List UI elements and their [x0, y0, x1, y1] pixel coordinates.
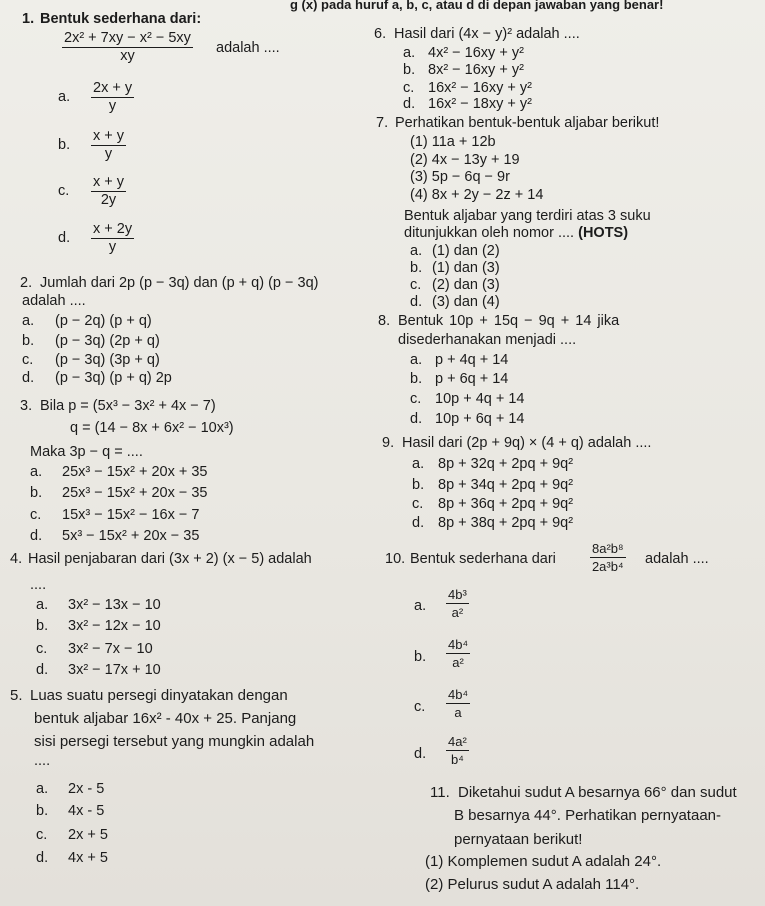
- q10-option-d: [446, 733, 469, 768]
- q3-number: 3.: [20, 398, 33, 414]
- q3-line3: Maka 3p − q = ....: [30, 444, 143, 460]
- q9-option-c: 8p + 36q + 2pq + 9q²: [438, 496, 574, 512]
- q3-line2: q = (14 − 8x + 6x² − 10x³): [70, 420, 234, 436]
- q7-prompt-text: ditunjukkan oleh nomor ....: [404, 225, 579, 241]
- q3-option-label: b.: [30, 485, 43, 501]
- q5-line3: sisi persegi tersebut yang mungkin adalah: [34, 733, 315, 750]
- q1-option-b: [91, 128, 126, 163]
- q1-a-num: 2x + y: [93, 80, 133, 96]
- q8-option-d: 10p + 6q + 14: [435, 411, 525, 427]
- q10-d-num: 4a²: [448, 734, 467, 749]
- q7-item: (2) 4x − 13y + 19: [410, 152, 520, 168]
- q8-line2: disederhanakan menjadi ....: [398, 332, 577, 348]
- q7-prompt-line2: [404, 224, 628, 242]
- q9-option-b: 8p + 34q + 2pq + 9q²: [438, 477, 574, 493]
- q8-option-b: p + 6q + 14: [435, 371, 509, 387]
- q9-option-label: c.: [412, 496, 424, 512]
- instruction-header: g (x) pada huruf a, b, c, atau d di depan jawaban yang benar!: [290, 0, 664, 12]
- q8-option-label: a.: [410, 352, 423, 368]
- q8-option-c: 10p + 4q + 14: [435, 391, 525, 407]
- q3-option-label: c.: [30, 507, 42, 523]
- q5-option-label: c.: [36, 827, 48, 843]
- q6-option-label: a.: [403, 45, 416, 61]
- q1-b-num: x + y: [93, 128, 125, 144]
- q3-option-a: 25x³ − 15x² + 20x + 35: [62, 464, 208, 480]
- q2-option-d: (p − 3q) (p + q) 2p: [55, 370, 172, 386]
- q1-option-a: [91, 80, 134, 115]
- q6-option-label: c.: [403, 80, 415, 96]
- q1-option-c: [91, 174, 126, 209]
- q1-text: Bentuk sederhana dari:: [40, 11, 202, 27]
- q7-text: Perhatikan bentuk-bentuk aljabar berikut!: [395, 115, 660, 131]
- q1-c-den: 2y: [100, 192, 117, 208]
- q1-option-label: d.: [58, 230, 71, 246]
- q6-number: 6.: [374, 26, 387, 42]
- q7-option-label: c.: [410, 277, 422, 293]
- q1-option-d: [91, 221, 134, 256]
- q11-line2: B besarnya 44°. Perhatikan pernyataan-: [454, 807, 721, 824]
- q2-text: Jumlah dari 2p (p − 3q) dan (p + q) (p − 3q): [40, 275, 319, 291]
- q10-option-b: [446, 636, 470, 671]
- q8-option-label: b.: [410, 371, 423, 387]
- q9-option-label: b.: [412, 477, 425, 493]
- q10-a-den: a²: [451, 605, 464, 620]
- q2-option-c: (p − 3q) (3p + q): [55, 352, 160, 368]
- q5-option-a: 2x - 5: [68, 781, 105, 797]
- q4-option-c: 3x² − 7x − 10: [68, 641, 153, 657]
- q1-d-num: x + 2y: [93, 221, 133, 237]
- q1-expr-denominator: xy: [120, 48, 135, 64]
- q3-line1: Bila p = (5x³ − 3x² + 4x − 7): [40, 398, 216, 414]
- q10-option-label: b.: [414, 649, 427, 665]
- q2-number: 2.: [20, 275, 33, 291]
- q7-option-label: d.: [410, 294, 423, 310]
- q1-suffix: adalah ....: [216, 40, 280, 56]
- q10-text: Bentuk sederhana dari: [410, 551, 556, 567]
- q1-c-num: x + y: [93, 174, 125, 190]
- q10-b-num: 4b⁴: [448, 637, 469, 652]
- q7-option-label: b.: [410, 260, 423, 276]
- q1-number: 1.: [22, 11, 35, 27]
- q7-number: 7.: [376, 115, 389, 131]
- q3-option-b: 25x³ − 15x² + 20x − 35: [62, 485, 208, 501]
- q6-option-d: 16x² − 18xy + y²: [428, 96, 532, 112]
- q1-expr-numerator: 2x² + 7xy − x² − 5xy: [64, 30, 191, 46]
- q4-text: Hasil penjabaran dari (3x + 2) (x − 5) adalah: [28, 551, 312, 567]
- q11-line3: pernyataan berikut!: [454, 831, 583, 848]
- q6-text: Hasil dari (4x − y)² adalah ....: [394, 26, 580, 42]
- q7-item: (1) 11a + 12b: [410, 134, 496, 150]
- q11-statement: (1) Komplemen sudut A adalah 24°.: [425, 853, 662, 870]
- q6-option-b: 8x² − 16xy + y²: [428, 62, 524, 78]
- q10-option-label: a.: [414, 598, 427, 614]
- q4-text-cont: ....: [30, 577, 47, 593]
- q10-a-num: 4b³: [448, 587, 467, 602]
- q2-option-b: (p − 3q) (2p + q): [55, 333, 160, 349]
- q5-option-b: 4x - 5: [68, 803, 105, 819]
- q7-hots-tag: (HOTS): [578, 225, 629, 241]
- q2-option-label: a.: [22, 313, 35, 329]
- q9-option-a: 8p + 32q + 2pq + 9q²: [438, 456, 574, 472]
- q2-text-cont: adalah ....: [22, 293, 86, 309]
- q8-number: 8.: [378, 313, 391, 329]
- q5-line2: bentuk aljabar 16x² - 40x + 25. Panjang: [34, 710, 297, 727]
- q10-expr-denominator: 2a³b⁴: [591, 559, 624, 574]
- q4-option-label: c.: [36, 641, 48, 657]
- q4-option-label: a.: [36, 597, 49, 613]
- q5-option-label: a.: [36, 781, 49, 797]
- q2-option-label: b.: [22, 333, 35, 349]
- q10-option-a: [446, 586, 469, 621]
- q10-option-c: [446, 686, 470, 721]
- q5-line1: Luas suatu persegi dinyatakan dengan: [30, 687, 288, 704]
- q3-option-label: a.: [30, 464, 43, 480]
- q10-expr-numerator: 8a²b⁸: [592, 541, 624, 556]
- q2-option-label: d.: [22, 370, 35, 386]
- q8-option-label: d.: [410, 411, 423, 427]
- q3-option-d: 5x³ − 15x² + 20x − 35: [62, 528, 200, 544]
- q4-option-b: 3x² − 12x − 10: [68, 618, 161, 634]
- q9-option-d: 8p + 38q + 2pq + 9q²: [438, 515, 574, 531]
- q9-number: 9.: [382, 435, 395, 451]
- q7-option-c: (2) dan (3): [432, 277, 500, 293]
- q7-item: (3) 5p − 6q − 9r: [410, 169, 510, 185]
- q1-option-label: a.: [58, 89, 71, 105]
- q1-d-den: y: [108, 239, 117, 255]
- q7-option-d: (3) dan (4): [432, 294, 500, 310]
- q1-option-label: b.: [58, 137, 71, 153]
- q10-c-den: a: [454, 705, 462, 720]
- q4-option-label: d.: [36, 662, 49, 678]
- q2-option-a: (p − 2q) (p + q): [55, 313, 152, 329]
- q1-a-den: y: [108, 98, 117, 114]
- q5-option-label: d.: [36, 850, 49, 866]
- q7-option-a: (1) dan (2): [432, 243, 500, 259]
- q10-b-den: a²: [452, 655, 464, 670]
- q6-option-label: b.: [403, 62, 416, 78]
- q5-number: 5.: [10, 687, 23, 704]
- q5-option-label: b.: [36, 803, 49, 819]
- q10-expression: [590, 540, 626, 575]
- q4-option-label: b.: [36, 618, 49, 634]
- q11-statement: (2) Pelurus sudut A adalah 114°.: [425, 876, 640, 893]
- q9-option-label: d.: [412, 515, 425, 531]
- q8-option-a: p + 4q + 14: [435, 352, 509, 368]
- q5-line4: ....: [34, 753, 51, 769]
- q1-expression: [62, 30, 193, 65]
- q7-prompt-line1: Bentuk aljabar yang terdiri atas 3 suku: [404, 208, 651, 224]
- q7-item: (4) 8x + 2y − 2z + 14: [410, 187, 544, 203]
- q6-option-label: d.: [403, 96, 416, 112]
- q1-option-label: c.: [58, 183, 70, 199]
- q9-text: Hasil dari (2p + 9q) × (4 + q) adalah ....: [402, 435, 652, 451]
- q10-option-label: c.: [414, 699, 426, 715]
- q9-option-label: a.: [412, 456, 425, 472]
- q3-option-label: d.: [30, 528, 43, 544]
- q2-option-label: c.: [22, 352, 34, 368]
- q10-suffix: adalah ....: [645, 551, 709, 567]
- q6-option-a: 4x² − 16xy + y²: [428, 45, 524, 61]
- q5-option-d: 4x + 5: [68, 850, 108, 866]
- q3-option-c: 15x³ − 15x² − 16x − 7: [62, 507, 200, 523]
- q1-b-den: y: [104, 146, 113, 162]
- q11-line1: Diketahui sudut A besarnya 66° dan sudut: [458, 784, 737, 801]
- q7-option-label: a.: [410, 243, 423, 259]
- q7-option-b: (1) dan (3): [432, 260, 500, 276]
- q11-number: 11.: [430, 784, 450, 801]
- q4-number: 4.: [10, 551, 23, 567]
- q8-option-label: c.: [410, 391, 422, 407]
- q4-option-d: 3x² − 17x + 10: [68, 662, 161, 678]
- q5-option-c: 2x + 5: [68, 827, 108, 843]
- q10-d-den: b⁴: [450, 752, 464, 767]
- q10-c-num: 4b⁴: [448, 687, 469, 702]
- q10-number: 10.: [385, 551, 406, 567]
- q6-option-c: 16x² − 16xy + y²: [428, 80, 532, 96]
- q10-option-label: d.: [414, 746, 427, 762]
- q8-line1: Bentuk 10p + 15q − 9q + 14 jika: [398, 313, 620, 329]
- q4-option-a: 3x² − 13x − 10: [68, 597, 161, 613]
